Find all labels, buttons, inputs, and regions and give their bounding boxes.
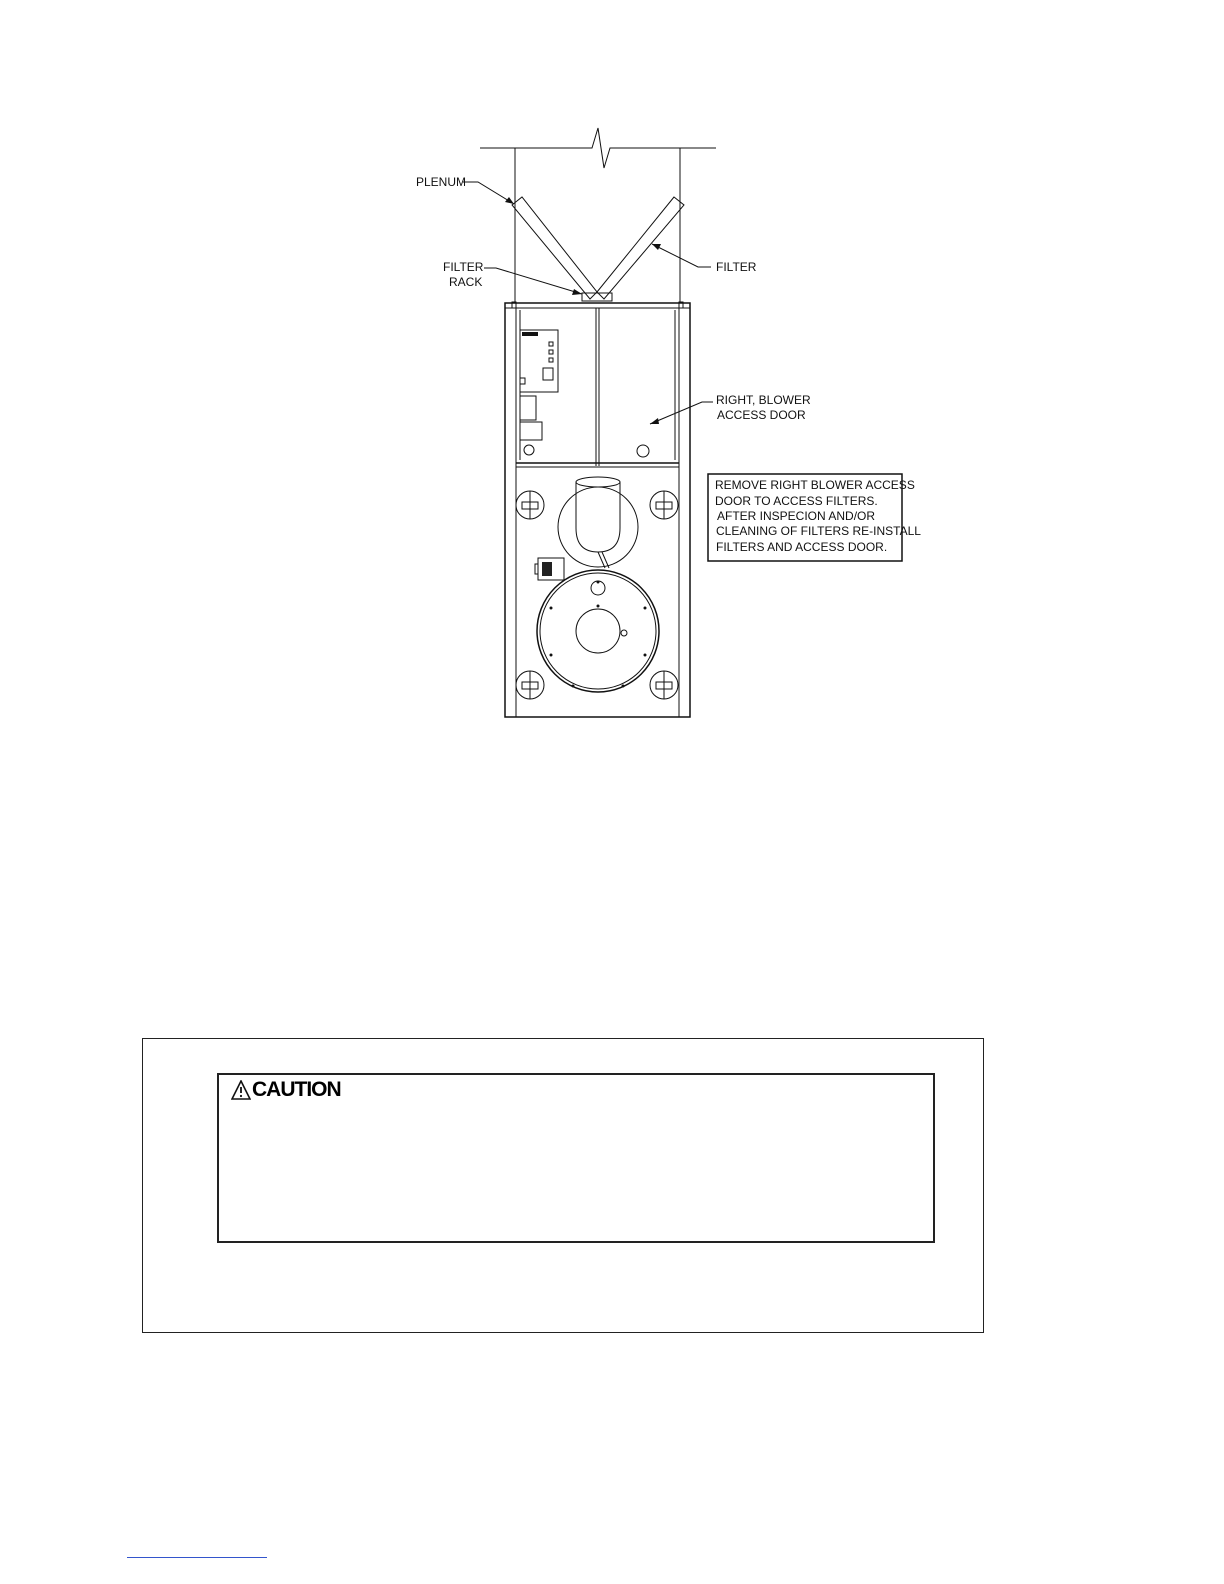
control-board <box>520 330 558 455</box>
vent-pipe <box>558 477 638 568</box>
footer-rule <box>127 1557 267 1558</box>
caution-heading <box>231 1078 341 1102</box>
plenum-label: PLENUM <box>416 175 467 189</box>
pressure-switch <box>535 558 564 580</box>
filter-rack-label-line2: RACK <box>449 275 483 289</box>
door-knob <box>637 445 649 457</box>
corner-mount-bottom-left <box>516 671 544 699</box>
plenum <box>480 128 716 303</box>
corner-mount-top-right <box>650 491 678 519</box>
note-line: CLEANING OF FILTERS RE-INSTALL <box>716 524 921 538</box>
blower-housing <box>537 570 659 692</box>
caution-box <box>217 1073 935 1243</box>
corner-mount-top-left <box>516 491 544 519</box>
corner-mount-bottom-right <box>650 671 678 699</box>
note-line: REMOVE RIGHT BLOWER ACCESS <box>715 478 915 492</box>
blower-door-label-line1: RIGHT, BLOWER <box>716 393 811 407</box>
upper-doors <box>516 308 679 467</box>
note-line: DOOR TO ACCESS FILTERS. <box>715 494 878 508</box>
caution-title: CAUTION <box>252 1078 341 1101</box>
filter-access-note <box>708 474 921 561</box>
blower-door-label-line2: ACCESS DOOR <box>717 408 806 422</box>
note-line: AFTER INSPECION AND/OR <box>717 509 876 523</box>
warning-triangle-icon <box>231 1080 251 1100</box>
note-line: FILTERS AND ACCESS DOOR. <box>716 540 888 554</box>
filter-rack-label-line1: FILTER <box>443 260 484 274</box>
filter-label: FILTER <box>716 260 757 274</box>
